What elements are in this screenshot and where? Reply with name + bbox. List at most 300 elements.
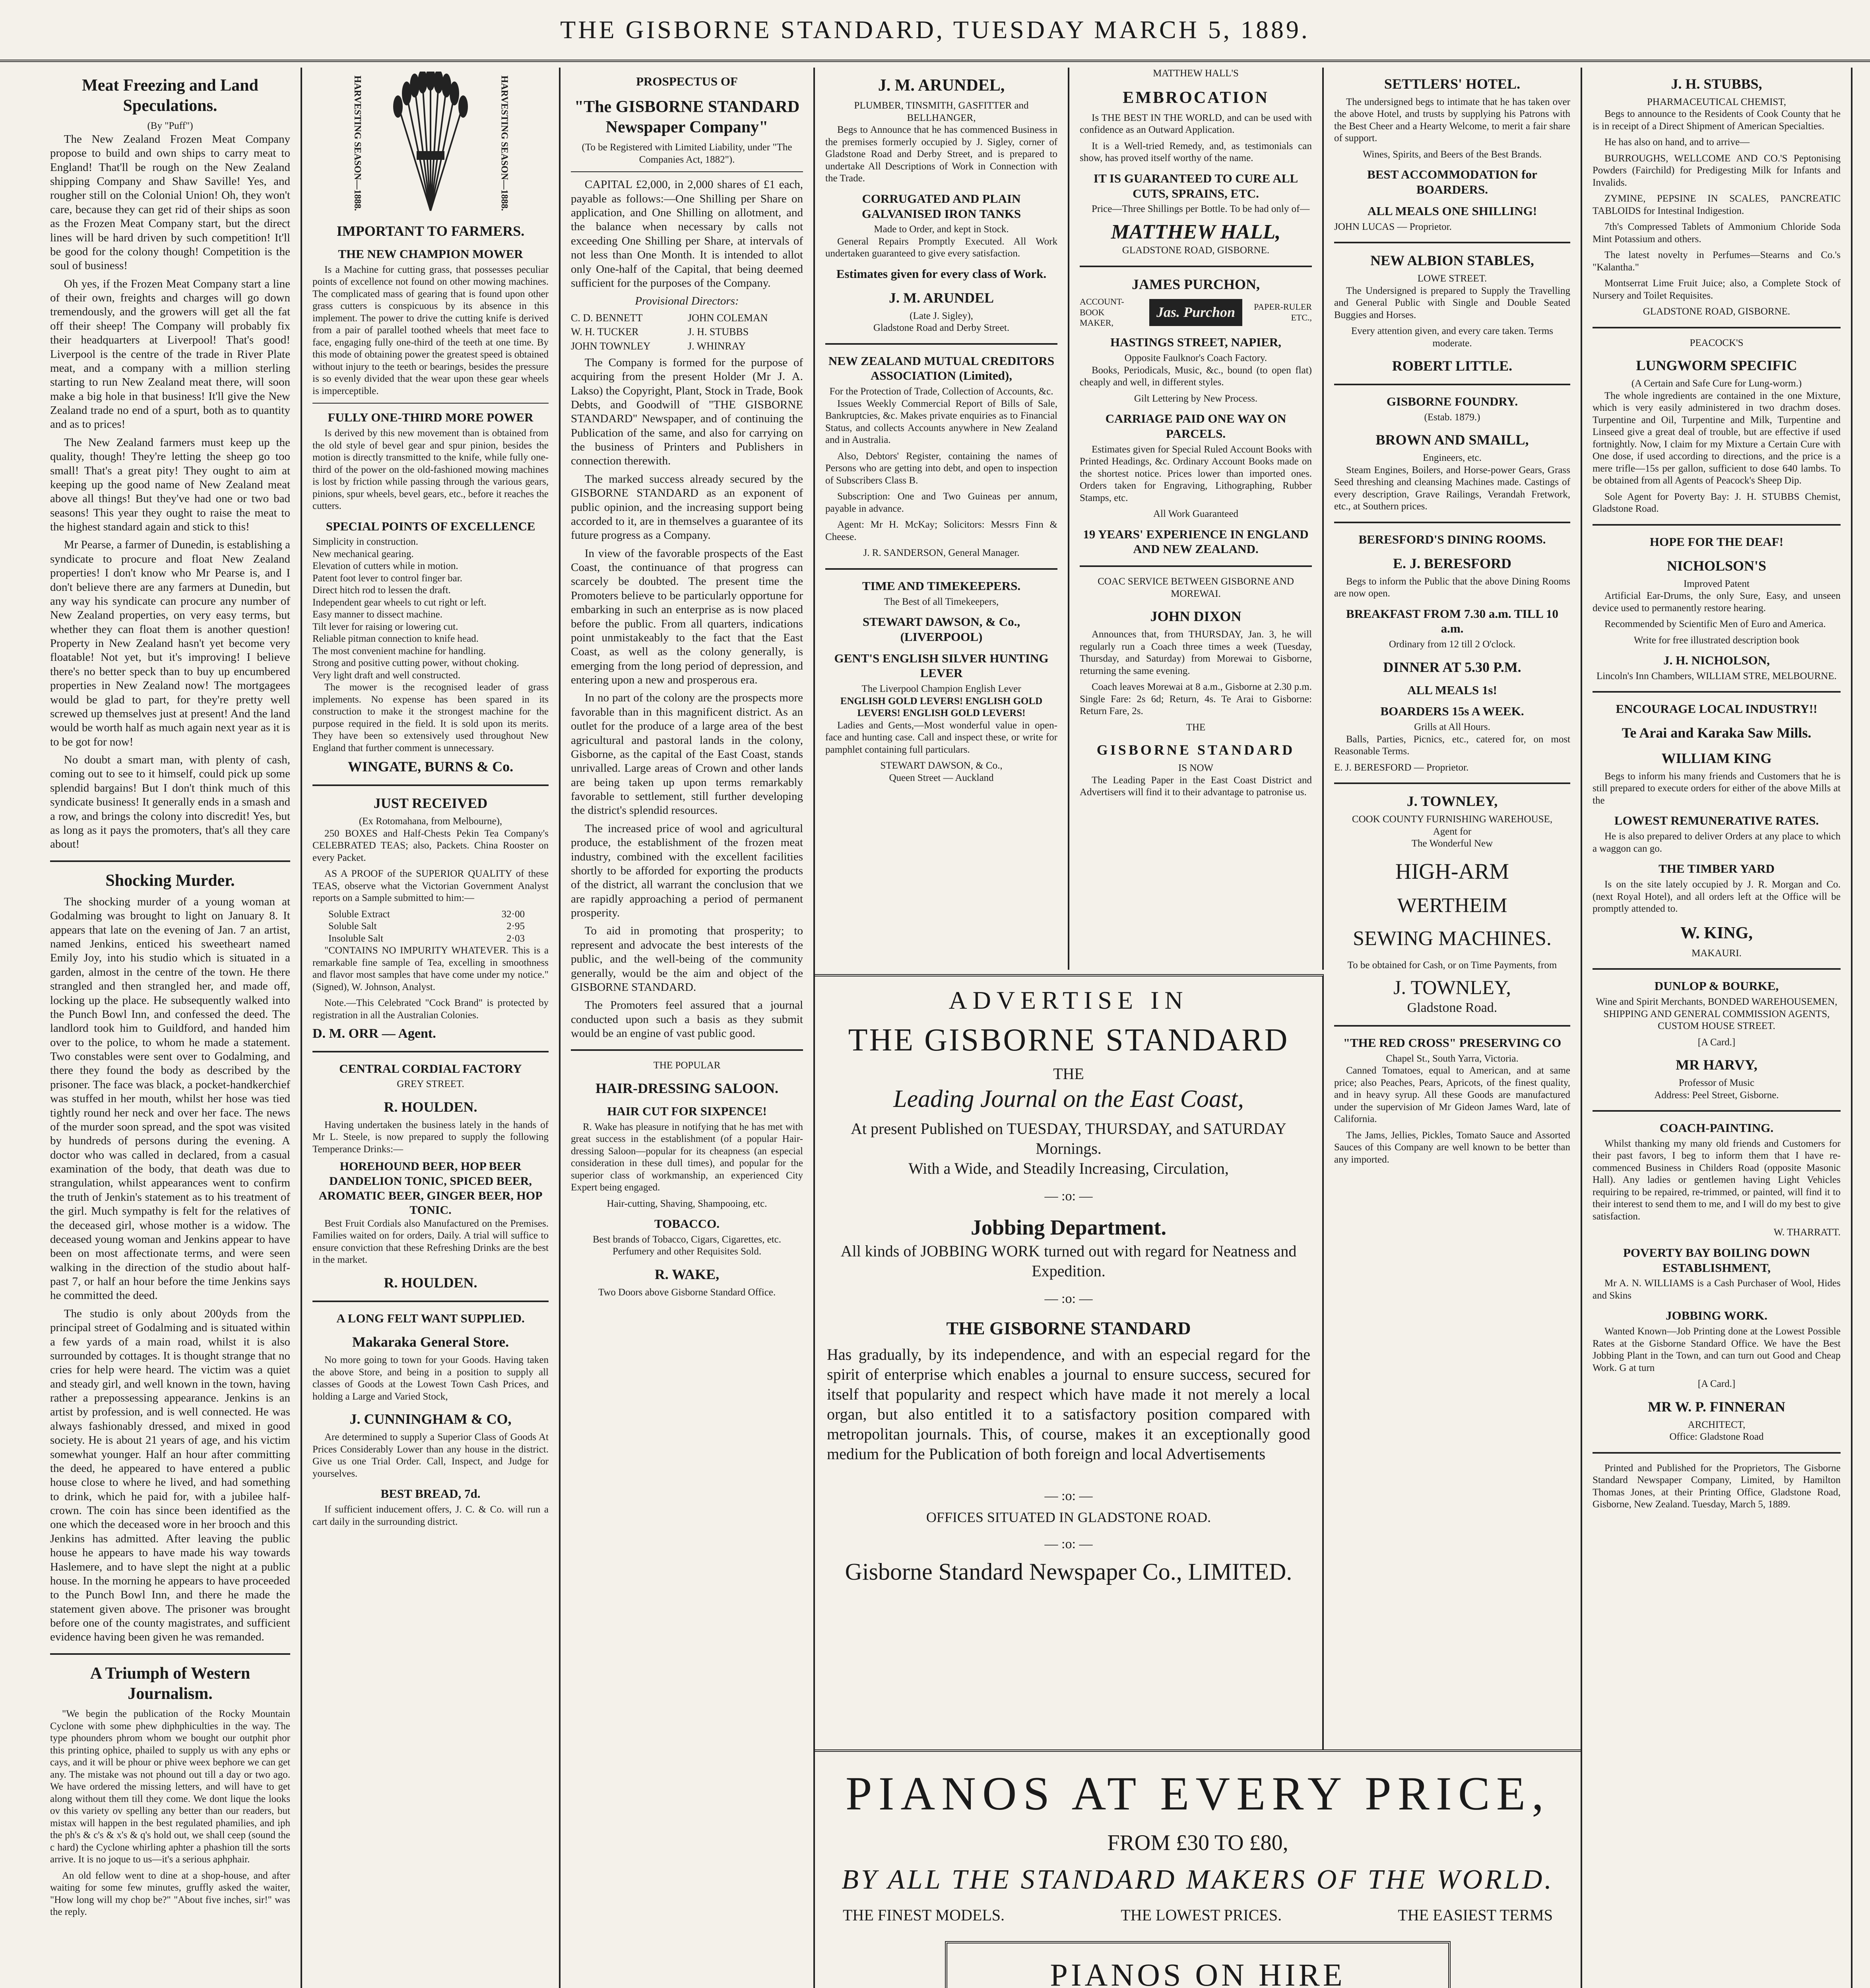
- ad-text: Books, Periodicals, Music, &c., bound (to open flat) cheaply and well, in different styles.: [1080, 365, 1312, 388]
- ad-address: Two Doors above Gisborne Standard Office.: [598, 1287, 776, 1298]
- point-item: Tilt lever for raising or lowering cut.: [312, 621, 458, 632]
- point-item: New mechanical gearing.: [312, 548, 414, 559]
- column-7: [1582, 68, 1853, 1988]
- point-item: Independent gear wheels to cut right or left.: [312, 597, 487, 608]
- ad-heading: J. TOWNLEY,: [1406, 793, 1498, 810]
- ad-heading: STEWART DAWSON, & Co., (LIVERPOOL): [862, 615, 1020, 644]
- ad-heading: IMPORTANT TO FARMERS.: [336, 223, 525, 239]
- ad-subheading: (A Certain and Safe Cure for Lung-worm.): [1631, 378, 1802, 389]
- agent-line: D. M. ORR — Agent.: [312, 1026, 436, 1041]
- jobbing-text: All kinds of JOBBING WORK turned out with regard for Neatness and Expedition.: [840, 1242, 1297, 1280]
- ad-subheading: Made to Order, and kept in Stock.: [874, 224, 1009, 235]
- ad-text: Ordinary from 12 till 2 O'clock.: [1389, 639, 1516, 650]
- ad-text: The Leading Paper in the East Coast District and Advertisers will find it to their advantage to patronise us.: [1080, 775, 1312, 798]
- prospectus-paragraph: The marked success already secured by the GISBORNE STANDARD as an exponent of public opinion, and the increasing support being accorded to it, are in themselves a guarantee of its future progress as a Company.: [571, 472, 803, 542]
- ad-address: GLADSTONE ROAD, GISBORNE.: [1643, 306, 1790, 317]
- article-paragraph: The shocking murder of a young woman at Godalming was brought to light on January 8. It appears that late on the evening of Jan. 7 an artist, named Jenkins, enticed his sweetheart named Emily Joy, into his studio which is situated in a garden, almost in the centre of the town. He there strangled and then strangled her, and made off, locking up the place. He subsequently walked into the Punch Bowl Inn, and confessed the deed. The landlord took him to Guildford, and handed him over to the police, to whom he made a statement. Two constables were sent over to Godalming, and there they found the body as described by the prisoner. The face was black, a pocket-handkerchief was stuffed in her mouth, whilst her hose was tied tightly round her neck and over her face. The news of the murder soon spread, and the spot was visited by hundreds of persons during the evening. A doctor who was called in declared, from a casual examination of the body, that death was due to strangulation, whilst appearances went to confirm the truth of Jenkin's statement as to his treatment of the girl. Much sympathy is felt for the relatives of the deceased girl, whose mother is a widow. The deceased young woman and Jenkins appear to have been on most affectionate terms, and were seen walking in the direction of the studio about half-past 7, or half an hour before the time Jenkins says he committed the deed.: [50, 895, 290, 1302]
- ad-heading: IT IS GUARANTEED TO CURE ALL CUTS, SPRAINS, ETC.: [1093, 171, 1298, 200]
- ad-text: The Undersigned is prepared to Supply the Travelling and General Public with Single and Double Seated Buggies and Horses.: [1334, 285, 1570, 320]
- point-item: Strong and positive cutting power, without choking.: [312, 658, 519, 669]
- ad-address: Queen Street — Auckland: [889, 772, 994, 783]
- analysis-label: Soluble Extract: [328, 909, 390, 920]
- prospectus-paragraph: The increased price of wool and agricultural produce, the establishment of the frozen meat industry, combined with the excellent facilities shortly to be afforded for exporting the products of the district, all warrant the conclusion that we are rapidly approaching a period of permanent prosperity.: [571, 822, 803, 920]
- divider: [1334, 522, 1570, 523]
- advertise-lead: Leading Journal on the East Coast,: [893, 1085, 1244, 1112]
- purchon-logo-row: [1080, 297, 1312, 328]
- ad-heading: JOHN DIXON: [1150, 608, 1241, 625]
- ornament: — :o: —: [1044, 1291, 1093, 1306]
- ad-text: The Liverpool Champion English Lever: [861, 683, 1021, 695]
- prospectus-paragraph: The Company is formed for the purpose of acquiring from the present Holder (Mr J. A. Lakso) the Copyright, Plant, Stock in Trade, Book Debts, and Goodwill of "THE GISBORNE STANDARD" Newspaper, and of continuing the Publication of the same, and also for carrying on the business of Printers and Publishers in connection therewith.: [571, 356, 803, 468]
- divider: [1334, 242, 1570, 243]
- ad-heading: LUNGWORM SPECIFIC: [1636, 357, 1797, 374]
- ad-subheading: GREY STREET.: [397, 1079, 464, 1090]
- prospectus-paragraph: CAPITAL £2,000, in 2,000 shares of £1 each, payable as follows:—One Shilling per Share on application, and One Shilling on allotment, and the balance when necessary by calls not exceeding One Shilling per Share, at intervals of not less than One Month. It is intended to allot only One-half of the Capital, that being deemed sufficient for the purposes of the Company.: [571, 178, 803, 289]
- ad-heading: CARRIAGE PAID ONE WAY ON PARCELS.: [1105, 412, 1286, 441]
- ad-text: Coach leaves Morewai at 8 a.m., Gisborne at 2.30 p.m. Single Fare: 2s 6d; Return, 4s. Te Arai to Gisborne: Return Fare, 2s.: [1080, 681, 1312, 717]
- ad-subheading: (Ex Rotomahana, from Melbourne),: [359, 816, 502, 827]
- ad-text: All Work Guaranteed: [1153, 509, 1239, 520]
- ad-heading: JUST RECEIVED: [373, 795, 488, 812]
- divider: [1334, 384, 1570, 385]
- ad-text: The undersigned begs to intimate that he has taken over the above Hotel, and trusts by supplying his Patrons with the Best Cheer and a Hearty Welcome, to merit a fair share of support.: [1334, 96, 1570, 144]
- drinks-list: HOREHOUND BEER, HOP BEER DANDELION TONIC, SPICED BEER, AROMATIC BEER, GINGER BEER, HOP TONIC.: [318, 1160, 543, 1217]
- ad-heading: NEW ALBION STABLES,: [1370, 252, 1534, 269]
- divider: [1593, 691, 1841, 693]
- ad-heading: COACH-PAINTING.: [1659, 1121, 1774, 1135]
- ad-address: GLADSTONE ROAD, GISBORNE.: [1122, 245, 1270, 256]
- ad-heading: W. KING,: [1680, 924, 1753, 942]
- ad-text: He is also prepared to deliver Orders at any place to which a waggon can go.: [1593, 831, 1841, 854]
- analysis-table: [312, 909, 549, 945]
- prospectus-label: PROSPECTUS OF: [636, 74, 738, 88]
- column-3: [561, 68, 815, 1988]
- advertise-title: THE GISBORNE STANDARD: [848, 1023, 1289, 1058]
- column-2: [302, 68, 561, 1988]
- divider: [50, 860, 290, 862]
- ad-heading: BOARDERS 15s A WEEK.: [1380, 704, 1524, 718]
- ad-signature: JOHN LUCAS — Proprietor.: [1334, 221, 1452, 232]
- divider: [1080, 565, 1312, 567]
- ad-text: Recommended by Scientific Men of Euro and America.: [1604, 619, 1826, 630]
- ad-heading: EMBROCATION: [1123, 88, 1269, 107]
- pianos-makers: BY ALL THE STANDARD MAKERS OF THE WORLD.: [842, 1864, 1554, 1895]
- divider: [571, 171, 803, 172]
- ad-text: It is a Well-tried Remedy, and, as testimonials can show, has proved itself worthy of the name.: [1080, 140, 1312, 164]
- ad-text: Best brands of Tobacco, Cigars, Cigarettes, etc. Perfumery and other Requisites Sold.: [592, 1234, 782, 1257]
- ad-heading: HOPE FOR THE DEAF!: [1649, 534, 1784, 549]
- ad-signature: E. J. BERESFORD — Proprietor.: [1334, 762, 1469, 773]
- hire-heading: PIANOS ON HIRE: [1050, 1957, 1346, 1988]
- ad-subheading: (Late J. Sigley),: [910, 310, 973, 321]
- ad-heading: E. J. BERESFORD: [1393, 555, 1512, 571]
- prospectus-paragraph: In no part of the colony are the prospects more favorable than in this magnificent district. As an outlet for the produce of a large area of the best agricultural and pastoral lands in the colony, Gisborne, as the capital of the East Coast, stands unrivalled. Large areas of Crown and other lands are being taken up upon terms remarkably favorable to settlement, still further developing the district's splendid resources.: [571, 691, 803, 817]
- ad-heading: WERTHEIM: [1397, 894, 1507, 917]
- ad-text: Best Fruit Cordials also Manufactured on the Premises. Families waited on for orders, Daily. A trial will suffice to ensure conviction that these Refreshing Drinks are the best in the market.: [312, 1218, 549, 1266]
- ad-heading: JAMES PURCHON,: [1132, 276, 1260, 292]
- ad-text: Is on the site lately occupied by J. R. Morgan and Co. (next Royal Hotel), and all orders left at the Office will be promptly attended to.: [1593, 879, 1841, 914]
- divider: [1593, 968, 1841, 970]
- ad-heading: FULLY ONE-THIRD MORE POWER: [328, 410, 533, 425]
- headline-murder: Shocking Murder.: [105, 871, 235, 890]
- ad-heading: GISBORNE FOUNDRY.: [1386, 394, 1518, 409]
- ad-text: Note.—This Celebrated "Cock Brand" is protected by registration in all the Australian Colonies.: [312, 998, 549, 1021]
- purchon-label-left: ACCOUNT-BOOK MAKER,: [1080, 296, 1124, 328]
- pianos-feature: THE EASIEST TERMS: [1398, 1906, 1553, 1924]
- divider: [1593, 327, 1841, 328]
- ad-signature: R. WAKE,: [654, 1266, 720, 1282]
- divider: [1334, 782, 1570, 784]
- ad-heading: LOWEST REMUNERATIVE RATES.: [1614, 813, 1819, 828]
- ornament: — :o: —: [1044, 1188, 1093, 1204]
- ad-text: Steam Engines, Boilers, and Horse-power Gears, Grass Seed threshing and cleansing Machines made. Castings of every description, Grave Railings, Verandah Fretwork, etc., at Southern prices.: [1334, 464, 1570, 512]
- point-item: Reliable pitman connection to knife head.: [312, 633, 479, 645]
- director-name: C. D. BENNETT: [571, 312, 643, 324]
- ad-text: Artificial Ear-Drums, the only Sure, Easy, and unseen device used to permanently restore hearing.: [1593, 590, 1841, 613]
- ad-text: ENGLISH GOLD LEVERS! ENGLISH GOLD LEVERS! ENGLISH GOLD LEVERS!: [840, 695, 1043, 719]
- byline: (By "Puff"): [147, 120, 193, 132]
- ornament: — :o: —: [1044, 1488, 1093, 1503]
- card-label: [A Card.]: [1697, 1037, 1736, 1048]
- ad-heading: ENCOURAGE LOCAL INDUSTRY!!: [1616, 702, 1818, 716]
- directors-grid: [571, 312, 803, 353]
- advertise-the: THE: [1053, 1065, 1084, 1083]
- ad-text: The Wonderful New: [1411, 838, 1493, 849]
- advertise-text: At present Published on TUESDAY, THURSDAY, and SATURDAY Mornings.: [850, 1119, 1287, 1157]
- hire-box: [945, 1941, 1451, 1988]
- column-6: [1324, 68, 1582, 1988]
- purchon-logo: Jas. Purchon: [1149, 299, 1242, 326]
- ad-text: Also, Debtors' Register, containing the names of Persons who are getting into debt, and open to inspection of Subscribers Class B.: [825, 450, 1057, 486]
- pianos-feature: THE FINEST MODELS.: [843, 1906, 1005, 1924]
- ad-heading: DUNLOP & BOURKE,: [1654, 979, 1779, 993]
- ad-address: Address: Peel Street, Gisborne.: [1654, 1089, 1779, 1101]
- director-name: JOHN TOWNLEY: [571, 340, 651, 352]
- ad-heading: NICHOLSON'S: [1666, 557, 1767, 574]
- ad-text: Is THE BEST IN THE WORLD, and can be used with confidence as an Outward Application.: [1080, 112, 1312, 136]
- ad-address: Gladstone Road and Derby Street.: [873, 322, 1010, 334]
- ad-heading: ALL MEALS 1s!: [1407, 683, 1497, 697]
- ad-subheading: IS NOW: [1178, 763, 1214, 774]
- point-item: Direct hitch rod to lessen the draft.: [312, 585, 451, 596]
- ad-signature: J. R. SANDERSON, General Manager.: [863, 547, 1020, 559]
- ad-text: Announces that, from THURSDAY, Jan. 3, he will regularly run a Coach three times a week (Tuesday, Thursday, and Saturday) from Morewai to Gisborne, returning the same evening.: [1080, 629, 1312, 676]
- ad-heading: WILLIAM KING: [1661, 750, 1772, 767]
- divider: [50, 1653, 290, 1655]
- purchon-label-right: PAPER-RULER ETC.,: [1254, 302, 1312, 322]
- ad-heading: HIGH-ARM: [1395, 859, 1509, 884]
- point-item: Easy manner to dissect machine.: [312, 609, 442, 620]
- ad-subheading: The Best of all Timekeepers,: [884, 596, 999, 607]
- sheaf-label-left: HARVESTING SEASON—1888.: [352, 75, 363, 211]
- ad-heading: BREAKFAST FROM 7.30 a.m. TILL 10 a.m.: [1346, 606, 1558, 636]
- ad-heading: A LONG FELT WANT SUPPLIED.: [336, 1311, 525, 1325]
- ad-subheading: THE POPULAR: [653, 1060, 721, 1071]
- prospectus-sub: (To be Registered with Limited Liability, under "The Companies Act, 1882").: [582, 142, 792, 165]
- article-paragraph: The New Zealand farmers must keep up the quality, though! They're letting the sheep go too small! That's a great pity! They ought to aim at keeping up the good name of New Zealand meat above all things! But they've had one or two bad seasons! This year they ought to raise the meat to the highest standard again and stick to this!: [50, 436, 290, 534]
- ad-heading: GISBORNE STANDARD: [1096, 742, 1295, 758]
- ad-heading: CENTRAL CORDIAL FACTORY: [339, 1061, 522, 1076]
- advertise-heading: ADVERTISE IN: [949, 986, 1189, 1014]
- ad-subheading: PHARMACEUTICAL CHEMIST,: [1647, 96, 1786, 107]
- masthead-title: THE GISBORNE STANDARD, TUESDAY MARCH 5, 1889.: [560, 16, 1310, 44]
- prospectus-paragraph: In view of the favorable prospects of the East Coast, the continuance of that progress can scarcely be doubted. The present time the Promoters believe to be particularly opportune for embarking in such an enterprise as is now placed before the public. From all quarters, indications point unmistakeably to the fact that the East Coast, as well as the colony generally, is emerging from the long period of depression, and entering upon a new and prosperous era.: [571, 547, 803, 687]
- ad-text: "CONTAINS NO IMPURITY WHATEVER. This is a remarkable fine sample of Tea, excelling in smoothness and flavor most samples that have come under my notice." (Signed), W. Johnson, Analyst.: [312, 945, 549, 992]
- ad-text: Gilt Lettering by New Process.: [1134, 393, 1258, 404]
- ad-text: Ladies and Gents,—Most wonderful value in open-face and hunting case. Call and inspect these, or write for pamphlet containing full particulars.: [825, 720, 1057, 755]
- point-item: Elevation of cutters while in motion.: [312, 561, 458, 572]
- ad-heading: THE TIMBER YARD: [1659, 862, 1775, 876]
- ad-heading: HAIR CUT FOR SIXPENCE!: [607, 1104, 767, 1118]
- ad-heading: J. M. ARUNDEL: [888, 289, 994, 306]
- ad-heading: J. CUNNINGHAM & CO,: [349, 1411, 512, 1427]
- ad-heading: 19 YEARS' EXPERIENCE IN ENGLAND AND NEW ZEALAND.: [1083, 527, 1309, 556]
- analysis-label: Soluble Salt: [328, 921, 377, 932]
- ad-subheading: PEACOCK'S: [1690, 337, 1744, 348]
- ad-heading: HAIR-DRESSING SALOON.: [595, 1080, 779, 1096]
- point-item: The most convenient machine for handling.: [312, 645, 486, 656]
- pianos-heading: PIANOS AT EVERY PRICE,: [845, 1767, 1550, 1820]
- divider: [1593, 1110, 1841, 1112]
- prospectus-paragraph: The Promoters feel assured that a journal conducted upon such a basis as they submit would be an engine of vast public good.: [571, 999, 803, 1040]
- prospectus-paragraph: To aid in promoting that prosperity; to represent and advocate the best interests of the public, and the well-being of the community generally, would be the aim and object of the GISBORNE STANDARD.: [571, 924, 803, 994]
- column-5: [1069, 68, 1324, 970]
- ad-subheading: MAKAURI.: [1692, 947, 1742, 959]
- firm-name: WINGATE, BURNS & Co.: [347, 759, 514, 775]
- divider: [312, 784, 549, 786]
- point-item: Very light draft and well constructed.: [312, 670, 461, 681]
- jobbing-heading: Jobbing Department.: [970, 1215, 1166, 1239]
- ad-subheading: THE: [1186, 722, 1206, 733]
- ad-signature: R. HOULDEN.: [384, 1274, 477, 1291]
- divider: [1593, 524, 1841, 526]
- prospectus-title: "The GISBORNE STANDARD Newspaper Company": [574, 97, 800, 137]
- pianos-price: FROM £30 TO £80,: [1107, 1831, 1288, 1855]
- article-paragraph: No doubt a smart man, with plenty of cash, coming out to see to it himself, could pick up some splendid bargains! But I don't think much of this syndicate business! It generally ends in a smash and a row, and brings the colony into discredit! Yes, but as long as it pays the promoters, that's all they care about!: [50, 753, 291, 851]
- ad-text: Is a Machine for cutting grass, that possesses peculiar points of excellence not found on other mowing machines. The complicated mass of gearing that is found upon other grass cutters is conspicuous by its absence in this implement. The power to drive the cutting knife is derived from a pair of parallel toothed wheels that meet face to face, engaging fully one-third of the teeth at one time. By this mode of obtaining power the greatest speed is obtained without injury to the teeth or bearings, besides the pressure is so evenly divided that the wear upon these gear wheels is imperceptible.: [312, 264, 549, 396]
- divider: [312, 403, 549, 404]
- ad-heading: "THE RED CROSS" PRESERVING CO: [1343, 1035, 1562, 1050]
- ad-heading: NEW ZEALAND MUTUAL CREDITORS ASSOCIATION (Limited),: [828, 353, 1055, 383]
- ad-heading: BROWN AND SMAILL,: [1375, 432, 1529, 448]
- article-paragraph: The studio is only about 200yds from the principal street of Godalming and is situated within a few yards of a main road, whilst it is also surrounded by cottages. It is thought strange that no cries for help were heard. The victim was a quiet and steady girl, and well known in the town, having rather a prepossessing appearance. Jenkins is an artist by profession, and is well connected. He was always fashionably dressed, and mixed in good society. He is about 21 years of age, and his victim somewhat younger. Half an hour after committing the deed, he appeared to have entered a public house close to where he lived, and had something to drink, which he paid for, with a jubilee half-crown. The coin has since been identified as the one which the deceased wore in her brooch and this Jenkins has admitted. After leaving the public house he appears to have made his way towards Haslemere, and to have slept the night at a public house. In the morning he appears to have proceeded to the Punch Bowl Inn, and there he made the statement given above. The prisoner was brought before one of the county magistrates, and sufficient evidence having been given he was remanded.: [50, 1307, 290, 1644]
- ad-heading: J. TOWNLEY,: [1393, 976, 1511, 999]
- ad-heading: POVERTY BAY BOILING DOWN ESTABLISHMENT,: [1623, 1245, 1810, 1275]
- ad-text: The mower is the recognised leader of grass implements. No expense has been spared in its construction to make it the strongest machine for the purpose required in the field. It is sold upon its merits. They have been so extensively used throughout New England that further comment is unnecessary.: [312, 682, 549, 753]
- ad-subheading: COAC SERVICE BETWEEN GISBORNE AND MOREWAI.: [1098, 576, 1294, 599]
- ad-text: AS A PROOF of the SUPERIOR QUALITY of these TEAS, observe what the Victorian Government Analyst reports on a Sample submitted to him:—: [312, 868, 549, 904]
- article-paragraph: "We begin the publication of the Rocky Mountain Cyclone with some phew diphphiculties in the way. The type phounders phrom whom we bought our outphit phor this printing ophice, phailed to supply us with any ephs or cays, and it will be phour or phive weex bephore we can get any. The mistake was not phound out till a day or two ago. We have ordered the missing letters, and will have to get along without them till they come. We dont lique the looks ov this variety ov spelling any better than our readers, but mistax will happen in the best regulated phamilies, and iph the ph's & c's & x's & q's hold out, we shall ceep (sound the c hard) the Cyclone whirling aphter a phashion till the sorts arrive. It is no joque to us—it's a serious aphphair.: [50, 1708, 290, 1865]
- ad-text: To be obtained for Cash, or on Time Payments, from: [1347, 959, 1557, 971]
- ad-text: Having undertaken the business lately in the hands of Mr L. Steele, is now prepared to supply the following Temperance Drinks:—: [312, 1119, 549, 1155]
- ad-text: Wanted Known—Job Printing done at the Lowest Possible Rates at the Gisborne Standard Office. We have the Best Jobbing Plant in the Town, and can turn out Good and Cheap Work. G at turn: [1593, 1326, 1841, 1373]
- ad-subheading: Professor of Music: [1678, 1077, 1755, 1089]
- article-paragraph: Oh yes, if the Frozen Meat Company start a line of their own, freights and charges will go down tremendously, and the growers will get all the fat off their sheep! The Company will probably fix their headquarters at Liverpool! That's good! Liverpool is the centre of the trade in River Plate meat, and a company with a million sterling starting to run New Zealand meat there, will soon make a big hole in that business! It'll give the New Zealand trade no end of a spurt, both as to quantity and as to prices!: [50, 277, 290, 431]
- ad-text: BURROUGHS, WELLCOME AND CO.'S Peptonising Powders (Fairchild) for Predigesting Milk for Infants and Invalids.: [1593, 153, 1841, 188]
- director-name: W. H. TUCKER: [571, 326, 639, 338]
- ad-heading: Makaraka General Store.: [352, 1334, 509, 1350]
- ad-heading: THE NEW CHAMPION MOWER: [338, 247, 523, 261]
- ad-text: Every attention given, and every care taken. Terms moderate.: [1351, 326, 1553, 349]
- ad-text: ZYMINE, PEPSINE IN SCALES, PANCREATIC TABLOIDS for Intestinal Indigestion.: [1593, 193, 1841, 216]
- ad-text: Agent: Mr H. McKay; Solicitors: Messrs Finn & Cheese.: [825, 519, 1057, 542]
- point-item: Simplicity in construction.: [312, 536, 418, 547]
- ad-text: 250 BOXES and Half-Chests Pekin Tea Company's CELEBRATED TEAS; also, Packets. China Rooster on every Packet.: [312, 828, 549, 863]
- article-paragraph: An old fellow went to dine at a shop-house, and after waiting for some few minutes, gruffly asked the waiter, "How long will my chop be?" "About five inches, sir!" was the reply.: [50, 1870, 290, 1918]
- ad-text: Issues Weekly Commercial Report of Bills of Sale, Bankruptcies, &c. Makes private enquiries as to Financial Status, and collects Accounts anywhere in New Zealand and in Australia.: [825, 398, 1057, 446]
- ad-text: 7th's Compressed Tablets of Ammonium Chloride Soda Mint Potassium and others.: [1593, 221, 1841, 245]
- ad-heading: J. H. NICHOLSON,: [1663, 653, 1770, 668]
- ad-heading: BERESFORD'S DINING ROOMS.: [1358, 532, 1546, 546]
- ad-heading: Te Arai and Karaka Saw Mills.: [1622, 725, 1812, 741]
- card-label: [A Card.]: [1697, 1378, 1736, 1390]
- director-name: J. H. STUBBS: [688, 326, 749, 338]
- ad-subheading: Improved Patent: [1684, 578, 1750, 589]
- divider: [825, 343, 1057, 345]
- ad-text: Sole Agent for Poverty Bay: J. H. STUBBS Chemist, Gladstone Road.: [1593, 491, 1841, 514]
- ad-text: Wines, Spirits, and Beers of the Best Brands.: [1362, 149, 1542, 160]
- imprint: Printed and Published for the Proprietors, The Gisborne Standard Newspaper Company, Limited, by Hamilton Thomas Jones, at their Printing Office, Gladstone Road, Gisborne, New Zealand. Tuesday, March 5, 1889.: [1593, 1462, 1841, 1510]
- ad-subheading: Opposite Faulknor's Coach Factory.: [1124, 353, 1267, 363]
- ad-text: Wine and Spirit Merchants, BONDED WAREHOUSEMEN, SHIPPING AND GENERAL COMMISSION AGENTS, CUSTOM HOUSE STREET.: [1596, 996, 1837, 1032]
- analysis-row: [328, 909, 549, 921]
- ad-heading: MR W. P. FINNERAN: [1648, 1398, 1785, 1415]
- company-name: Gisborne Standard Newspaper Co., LIMITED.: [845, 1558, 1292, 1585]
- ad-heading: R. HOULDEN.: [384, 1099, 477, 1115]
- ad-text: Write for free illustrated description book: [1633, 635, 1800, 646]
- ad-heading: BEST BREAD, 7d.: [380, 1487, 481, 1501]
- ad-subheading: (Estab. 1879.): [1424, 412, 1480, 423]
- ad-subheading: COOK COUNTY FURNISHING WAREHOUSE,: [1352, 814, 1553, 825]
- ad-text: The latest novelty in Perfumes—Stearns and Co.'s "Kalantha.": [1593, 250, 1841, 273]
- ad-text: Are determined to supply a Superior Class of Goods At Prices Considerably Lower than any house in the district. Give us one Trial Order. Call, Inspect, and Judge for yourselves.: [312, 1432, 549, 1479]
- directors-heading: Provisional Directors:: [635, 295, 739, 308]
- ad-heading: J. M. ARUNDEL,: [878, 76, 1005, 95]
- ad-address: Gladstone Road.: [1407, 1000, 1498, 1015]
- divider: [571, 1049, 803, 1051]
- ad-subheading: PLUMBER, TINSMITH, GASFITTER and BELLHANGER,: [854, 100, 1029, 123]
- pianos-block: [815, 1749, 1582, 1988]
- ad-text: Begs to Announce that he has commenced Business in the premises formerly occupied by J. Sigley, corner of Gladstone Road and Derby Street, and is prepared to undertake All Descriptions of Work in Connection with the Trade.: [825, 124, 1057, 184]
- ad-heading: DINNER AT 5.30 P.M.: [1383, 659, 1521, 675]
- ad-subheading: LOWE STREET.: [1417, 273, 1487, 284]
- ad-heading: J. H. STUBBS,: [1671, 76, 1762, 92]
- gs-heading: THE GISBORNE STANDARD: [946, 1318, 1191, 1338]
- analysis-row: [328, 920, 549, 933]
- gs-text: Has gradually, by its independence, and with an especial regard for the spirit of enterprise which enables a journal to ensure success, secured for itself that popularity and respect which have made it not merely a local organ, but also entitled it to a satisfactory position compared with metropolitan journals. This, of course, makes it an exceptionally good medium for the Publication of both foreign and local Advertisements: [827, 1345, 1310, 1463]
- ad-text: Grills at All Hours.: [1414, 722, 1490, 733]
- divider: [312, 1051, 549, 1052]
- ad-heading: HASTINGS STREET, NAPIER,: [1110, 335, 1282, 349]
- ad-heading: Estimates given for every class of Work.: [836, 266, 1047, 281]
- sheaf-illustration: [312, 72, 549, 215]
- ad-heading: BEST ACCOMMODATION for BOARDERS.: [1367, 167, 1537, 197]
- ad-text: Lincoln's Inn Chambers, WILLIAM STRE, MELBOURNE.: [1596, 670, 1837, 681]
- headline-meat-freezing: Meat Freezing and Land Speculations.: [82, 76, 258, 115]
- analysis-row: [328, 933, 549, 945]
- ad-subheading: Agent for: [1433, 826, 1472, 837]
- wheat-sheaf-icon: [371, 72, 490, 215]
- ad-text: Estimates given for Special Ruled Account Books with Printed Headings, &c. Ordinary Account Books made on the shortest notice. Prices lower than imported ones. Orders taken for Engraving, Lithographing, Rubber Stamps, etc.: [1080, 444, 1312, 503]
- ad-text: The whole ingredients are contained in the one Mixture, which is very easily administered in two drachm doses. Turpentine and Oil, Turpentine and Milk, Turpentine and Linseed give a great deal of trouble, but are effective if used fortnightly. Now, I claim for my Mixture a Certain Cure with One dose, if used according to directions, and the price is a mere trifle—15s per gallon, sufficient to dose 640 lambs. To be obtained from all Agents of Peacock's Sheep Dip.: [1593, 390, 1841, 486]
- director-name: JOHN COLEMAN: [688, 312, 768, 324]
- ad-heading: SETTLERS' HOTEL.: [1384, 76, 1521, 92]
- ad-text: Price—Three Shillings per Bottle. To be had only of—: [1092, 204, 1310, 215]
- points-list: [312, 536, 549, 681]
- ornament: — :o: —: [1044, 1537, 1093, 1551]
- ad-text: The Jams, Jellies, Pickles, Tomato Sauce and Assorted Sauces of this Company are well known to be better than any imported.: [1334, 1130, 1570, 1165]
- ad-subheading: ARCHITECT,: [1688, 1419, 1746, 1430]
- headline-journalism: A Triumph of Western Journalism.: [90, 1664, 250, 1703]
- ad-signature: STEWART DAWSON, & Co.,: [880, 760, 1003, 771]
- ad-text: Mr A. N. WILLIAMS is a Cash Purchaser of Wool, Hides and Skins: [1593, 1278, 1841, 1301]
- ad-heading: TOBACCO.: [654, 1217, 720, 1231]
- ad-text: Balls, Parties, Picnics, etc., catered for, on most Reasonable Terms.: [1334, 734, 1570, 757]
- divider: [1593, 1452, 1841, 1454]
- director-name: J. WHINRAY: [688, 340, 746, 352]
- point-item: Patent foot lever to control finger bar.: [312, 573, 462, 584]
- ad-text: Begs to announce to the Residents of Cook County that he is in receipt of a Direct Shipment of American Specialties.: [1593, 109, 1841, 132]
- analysis-value: 32·00: [501, 909, 525, 920]
- ad-text: If sufficient inducement offers, J. C. & Co. will run a cart daily in the surrounding district.: [312, 1504, 549, 1527]
- divider: [1080, 266, 1312, 267]
- ad-heading: SPECIAL POINTS OF EXCELLENCE: [326, 519, 535, 533]
- ad-text: He has also on hand, and to arrive—: [1604, 137, 1750, 148]
- column-1: [40, 68, 302, 1988]
- pianos-features: [843, 1905, 1553, 1925]
- sheaf-label-right: HARVESTING SEASON—1888.: [499, 75, 510, 211]
- ad-heading: GENT'S ENGLISH SILVER HUNTING LEVER: [834, 651, 1049, 680]
- ad-heading: TIME AND TIMEKEEPERS.: [862, 579, 1021, 593]
- ad-text: No more going to town for your Goods. Having taken the above Store, and being in a position to supply all classes of Goods at the Lowest Town Cash Prices, and holding a Large and Varied Stock,: [312, 1355, 549, 1402]
- ad-heading: SEWING MACHINES.: [1353, 927, 1552, 950]
- ad-subheading: For the Protection of Trade, Collection of Accounts, &c.: [829, 386, 1053, 397]
- analysis-label: Insoluble Salt: [328, 933, 384, 944]
- ad-text: General Repairs Promptly Executed. All Work undertaken guaranteed to give every satisfaction.: [825, 236, 1057, 259]
- analysis-value: 2·03: [506, 933, 525, 944]
- ad-text: Subscription: One and Two Guineas per annum, payable in advance.: [825, 491, 1057, 514]
- ad-text: Is derived by this new movement than is obtained from the old style of bevel gear and spur pinion, besides the motion is directly transmitted to the knife, while fully one-third of the power on the old-fashioned mowing machines is lost by friction while passing through the various gears, pinions, spur wheels, bevel gears, etc., before it reaches the cutters.: [312, 428, 549, 512]
- ad-text: Canned Tomatoes, equal to American, and at same price; also Peaches, Pears, Apricots, of the finest quality, and in heavy syrup. All these Goods are manufactured under the supervision of Mr Gideon James Ward, late of California.: [1334, 1065, 1570, 1125]
- ad-text: Begs to inform the Public that the above Dining Rooms are now open.: [1334, 576, 1570, 599]
- divider: [825, 568, 1057, 570]
- ad-heading: MR HARVY,: [1676, 1057, 1757, 1073]
- ad-signature: ROBERT LITTLE.: [1392, 358, 1513, 374]
- ad-text: Whilst thanking my many old friends and Customers for their past favors, I beg to inform them that I have re-commenced Business in Childers Road (opposite Masonic Hall). Any ladies or gentlemen having Light Vehicles requiring to be repaired, re-trimmed, or painted, will find it to their interest to send them to me, and I will do my best to give satisfaction.: [1593, 1138, 1841, 1222]
- office-line: OFFICES SITUATED IN GLADSTONE ROAD.: [926, 1509, 1211, 1525]
- masthead: [0, 0, 1870, 62]
- divider: [1334, 1025, 1570, 1027]
- ad-heading: ALL MEALS ONE SHILLING!: [1367, 204, 1537, 218]
- article-paragraph: Mr Pearse, a farmer of Dunedin, is establishing a syndicate to procure and float New Zealand properties! I don't know who Mr Pearse is, and I don't believe there are any farmers at Dunedin, but any way his syndicate can procure any number of New Zealand properties, on very easy terms, but whether they can float them is another question! Property in New Zealand hasn't yet become very floatable! Not yet, but it's improving! I believe there's no better speck than to buy up encumbered properties in New Zealand now! The mortgagees would be glad to part, for they're pretty well screwed up themselves just at present! And the land would be worth half as much again next year as it is to be got for now!: [50, 538, 290, 748]
- column-4: [815, 68, 1069, 970]
- ad-heading: JOBBING WORK.: [1665, 1309, 1768, 1323]
- ad-text: R. Wake has pleasure in notifying that he has met with great success in the establishment (of a popular Hair-dressing Saloon—popular for its cheapness (an especial consideration in these dull times), and popular for the superior class of workmanship, an experienced City Expert being engaged.: [571, 1121, 803, 1193]
- advertise-block: [815, 974, 1324, 1749]
- ad-subheading: Engineers, etc.: [1423, 452, 1482, 464]
- ad-subheading: Chapel St., South Yarra, Victoria.: [1386, 1053, 1519, 1064]
- pianos-feature: THE LOWEST PRICES.: [1121, 1906, 1282, 1924]
- divider: [312, 1301, 549, 1302]
- analysis-value: 2·95: [506, 921, 525, 932]
- ad-text: Hair-cutting, Shaving, Shampooing, etc.: [607, 1198, 767, 1209]
- ad-text: Begs to inform his many friends and Customers that he is still prepared to execute orders for either of the above Mills at the: [1593, 771, 1841, 806]
- ad-signature: W. THARRATT.: [1773, 1227, 1841, 1238]
- ad-address: Office: Gladstone Road: [1669, 1431, 1764, 1442]
- ad-heading: CORRUGATED AND PLAIN GALVANISED IRON TANKS: [861, 191, 1021, 221]
- article-paragraph: The New Zealand Frozen Meat Company propose to build and own ships to carry meat to England! That'll be rough on the New Zealand shipping Company and Shaw Saville! Yes, and rougher still on the Colonial Union! Oh, they won't care, because they can get rid of their ships as soon as the Frozen Meat Company start, but the direct lines will be hard driven by such competition! It'll be good for the colony though! Competition is the soul of business!: [50, 132, 290, 272]
- ad-heading: MATTHEW HALL,: [1111, 220, 1281, 243]
